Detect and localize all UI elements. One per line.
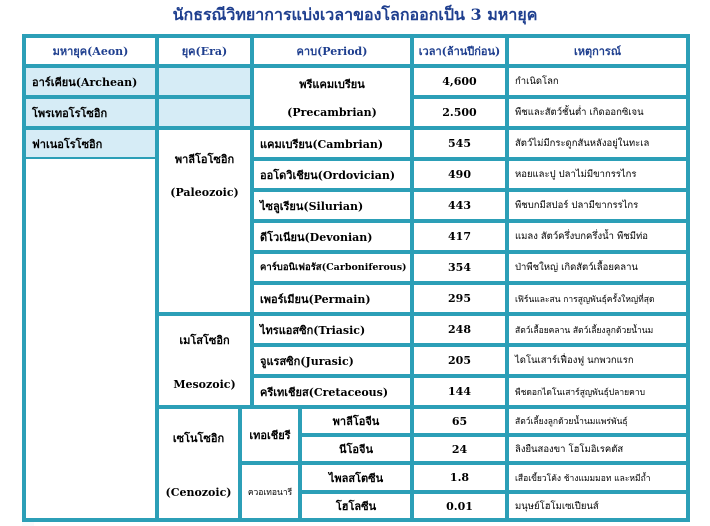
era-cenozoic: [157, 407, 240, 520]
subera-tertiary: เทอเชียรี: [240, 407, 300, 463]
event-cell: พืชและสัตว์ชั้นต่ำ เกิดออกซิเจน: [507, 97, 688, 128]
event-cell: ไดโนเสาร์เฟื่องฟู นกพวกแรก: [507, 345, 688, 376]
header-aeon: มหายุค(Aeon): [24, 36, 157, 66]
event-cell: แมลง สัตว์ครึ่งบกครึ่งน้ำ พืชมีท่อ: [507, 221, 688, 252]
period-permian: เพอร์เมียน(Permain): [252, 283, 412, 314]
period-cambrian: แคมเบรียน(Cambrian): [252, 128, 412, 159]
time-cell: 295: [412, 283, 507, 314]
header-events: เหตุการณ์: [507, 36, 688, 66]
period-ordovician: ออโดวิเชียน(Ordovician): [252, 159, 412, 190]
period-silurian: ไซลูเรียน(Silurian): [252, 190, 412, 221]
era-cenozoic-en: (Cenozoic): [165, 485, 232, 499]
period-neogene: นีโอจีน: [300, 435, 412, 463]
aeon-phanerozoic-span: [24, 159, 157, 520]
time-cell: 144: [412, 376, 507, 407]
era-mesozoic: [157, 314, 252, 407]
era-archean-blank: [157, 66, 252, 97]
time-cell: 417: [412, 221, 507, 252]
time-cell: 443: [412, 190, 507, 221]
precambrian-en: (Precambrian): [287, 106, 377, 120]
period-triassic: ไทรแอสซิก(Triasic): [252, 314, 412, 345]
event-cell: เสือเขี้ยวโค้ง ช้างแมมมอท และหมีถ้ำ: [507, 463, 688, 492]
time-cell: 0.01: [412, 492, 507, 520]
event-cell: สัตว์เลี้ยงลูกด้วยน้ำนมแพร่พันธุ์: [507, 407, 688, 435]
time-cell: 24: [412, 435, 507, 463]
event-cell: มนุษย์โฮโมเซเปียนส์: [507, 492, 688, 520]
event-cell: พืชดอกไดโนเสาร์สูญพันธุ์ปลายคาบ: [507, 376, 688, 407]
event-cell: หอยและปู ปลาไม่มีขากรรไกร: [507, 159, 688, 190]
period-holocene: โฮโลซีน: [300, 492, 412, 520]
header-era: ยุค(Era): [157, 36, 252, 66]
time-cell: 1.8: [412, 463, 507, 492]
era-mesozoic-th: เมโสโซอิก: [179, 333, 230, 347]
era-proterozoic-blank: [157, 97, 252, 128]
header-time: เวลา(ล้านปีก่อน): [412, 36, 507, 66]
era-paleozoic-th: พาลีโอโซอิก: [174, 153, 235, 166]
header-period: คาบ(Period): [252, 36, 412, 66]
period-cretaceous: ครีเทเชียส(Cretaceous): [252, 376, 412, 407]
aeon-proterozoic: โพรเทอโรโซอิก: [24, 97, 157, 128]
era-cenozoic-th: เซโนโซอิก: [172, 431, 225, 445]
event-cell: สัตว์เลื้อยคลาน สัตว์เลี้ยงลูกด้วยน้ำนม: [507, 314, 688, 345]
event-cell: กำเนิดโลก: [507, 66, 688, 97]
period-carboniferous: คาร์บอนิเฟอรัส(Carboniferous): [252, 252, 412, 283]
period-paleogene: พาลีโอจีน: [300, 407, 412, 435]
time-cell: 4,600: [412, 66, 507, 97]
event-cell: สัตว์ไม่มีกระดูกสันหลังอยู่ในทะเล: [507, 128, 688, 159]
event-cell: ลิงยืนสองขา โฮโมอิเรคตัส: [507, 435, 688, 463]
event-cell: เฟิร์นและสน การสูญพันธุ์ครั้งใหญ่ที่สุด: [507, 283, 688, 314]
aeon-phanerozoic: ฟาเนอโรโซอิก: [24, 128, 157, 159]
aeon-archean: อาร์เคียน(Archean): [24, 66, 157, 97]
era-mesozoic-en: Mesozoic): [173, 377, 236, 391]
precambrian-cell: [252, 66, 412, 128]
time-cell: 545: [412, 128, 507, 159]
time-cell: 2.500: [412, 97, 507, 128]
page-title: นักธรณีวิทยาการแบ่งเวลาของโลกออกเป็น 3 มหายุค: [172, 5, 538, 24]
period-jurassic: จูแรสซิก(Jurasic): [252, 345, 412, 376]
period-pleistocene: ไพลสโตซีน: [300, 463, 412, 492]
time-cell: 65: [412, 407, 507, 435]
precambrian-th: พรีแคมเบรียน: [299, 77, 365, 91]
event-cell: ป่าพืชใหญ่ เกิดสัตว์เลื้อยคลาน: [507, 252, 688, 283]
time-cell: 205: [412, 345, 507, 376]
era-paleozoic: [157, 128, 252, 314]
era-paleozoic-en: (Paleozoic): [170, 186, 239, 199]
time-cell: 490: [412, 159, 507, 190]
time-cell: 248: [412, 314, 507, 345]
event-cell: พืชบกมีสปอร์ ปลามีขากรรไกร: [507, 190, 688, 221]
geologic-time-table: [22, 34, 690, 522]
time-cell: 354: [412, 252, 507, 283]
period-devonian: ดีโวเนียน(Devonian): [252, 221, 412, 252]
subera-quaternary: ควอเทอนารี: [240, 463, 300, 520]
